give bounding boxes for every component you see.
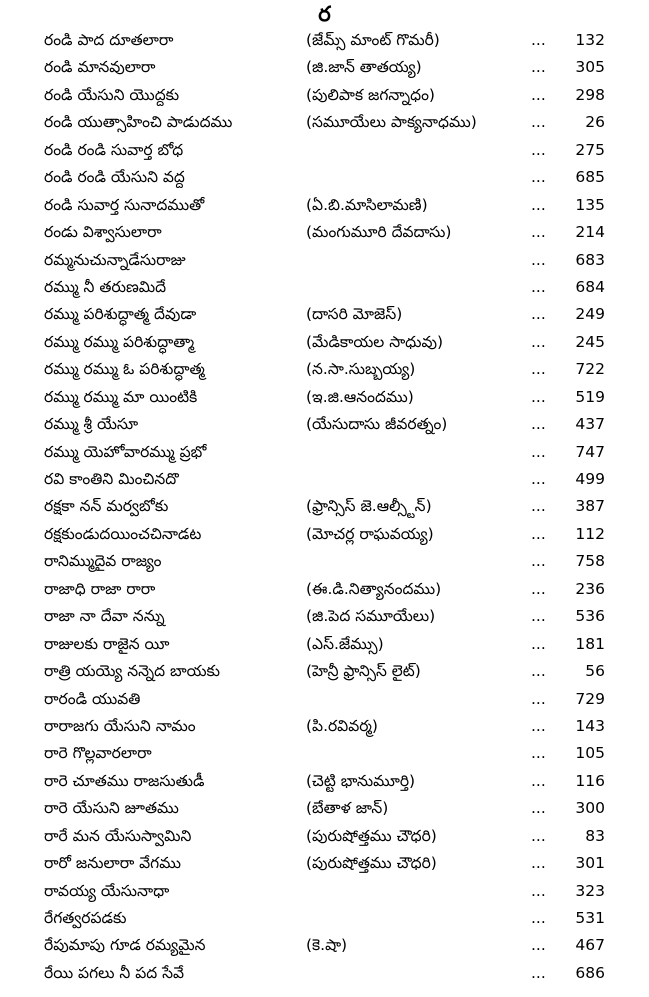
song-index-list xyxy=(0,27,649,987)
song-author: (మోచర్ల రాఘవయ్య) xyxy=(306,524,434,543)
page-number: 181 xyxy=(575,634,605,653)
leader-dots: ... xyxy=(531,854,546,873)
song-title: రండి రండి యేసుని వద్ద xyxy=(44,168,185,187)
song-title: రానిమ్ముదైవ రాజ్యం xyxy=(44,552,162,571)
leader-dots: ... xyxy=(531,689,546,708)
song-author: (పి.రవివర్మ) xyxy=(306,716,378,735)
leader-dots: ... xyxy=(531,168,546,187)
song-title: రండి సువార్త సునాదముతో xyxy=(44,195,205,214)
song-title: రండి పాద దూతలారా xyxy=(44,31,174,49)
song-author: (ఫ్రాన్సిస్ జె.ఆల్స్టీన్) xyxy=(306,497,432,516)
song-title: రమ్ము రమ్ము పరిశుద్ధాత్మా xyxy=(44,332,195,351)
page-number: 683 xyxy=(575,250,605,269)
song-title: రమ్ము రమ్ము ఓ పరిశుద్ధాత్మ xyxy=(44,360,205,379)
page-number: 722 xyxy=(575,360,605,379)
leader-dots: ... xyxy=(531,58,546,77)
page-number: 112 xyxy=(575,524,605,543)
page-number: 245 xyxy=(575,332,605,351)
index-row xyxy=(0,356,649,383)
song-author: (మంగుమూరి దేవదాసు) xyxy=(306,223,452,242)
index-row xyxy=(0,439,649,466)
index-row xyxy=(0,493,649,520)
song-author: (పులిపాక జగన్నాధం) xyxy=(306,85,435,104)
page-number: 83 xyxy=(585,826,605,845)
song-author: (హెన్రీ ఫ్రాన్సిస్ లైట్) xyxy=(306,662,421,681)
index-row xyxy=(0,631,649,658)
page-number: 729 xyxy=(575,689,605,708)
page-number: 536 xyxy=(575,607,605,626)
page-number: 236 xyxy=(575,579,605,598)
song-title: రమ్ము శ్రీ యేసూ xyxy=(44,415,139,434)
index-row xyxy=(0,329,649,356)
page-number: 437 xyxy=(575,415,605,434)
song-author: (యేసుదాసు జీవరత్నం) xyxy=(306,415,448,434)
leader-dots: ... xyxy=(531,552,546,571)
page-number: 300 xyxy=(575,799,605,818)
index-row xyxy=(0,109,649,136)
song-title: రాజాధి రాజా రారా xyxy=(44,579,156,598)
leader-dots: ... xyxy=(531,223,546,242)
index-row xyxy=(0,548,649,575)
leader-dots: ... xyxy=(531,909,546,927)
page-number: 132 xyxy=(575,31,605,49)
leader-dots: ... xyxy=(531,881,546,900)
song-title: రమ్మనుచున్నాడేసురాజు xyxy=(44,250,186,269)
page-number: 143 xyxy=(575,716,605,735)
leader-dots: ... xyxy=(531,963,546,982)
song-title: రండు విశ్వాసులారా xyxy=(44,223,162,242)
index-row xyxy=(0,850,649,877)
song-title: రేయి పగలు నీ పద సేవే xyxy=(44,963,184,982)
index-row xyxy=(0,960,649,987)
leader-dots: ... xyxy=(531,442,546,461)
song-title: రావయ్య యేసునాధా xyxy=(44,881,170,900)
index-row xyxy=(0,686,649,713)
leader-dots: ... xyxy=(531,31,546,49)
index-row xyxy=(0,576,649,603)
page-number: 747 xyxy=(575,442,605,461)
song-author: (ఏ.బి.మాసిలామణి) xyxy=(306,195,428,214)
leader-dots: ... xyxy=(531,662,546,681)
section-heading: ర xyxy=(318,2,331,26)
page-number: 214 xyxy=(575,223,605,242)
leader-dots: ... xyxy=(531,744,546,763)
index-row xyxy=(0,466,649,493)
index-row xyxy=(0,301,649,328)
index-row xyxy=(0,137,649,164)
song-title: రమ్ము యెహోవారమ్ము ప్రభో xyxy=(44,442,207,461)
song-author: (దాసరి మోజెస్) xyxy=(306,305,403,324)
page-number: 758 xyxy=(575,552,605,571)
leader-dots: ... xyxy=(531,524,546,543)
leader-dots: ... xyxy=(531,140,546,159)
song-author: (న.సా.సుబ్బయ్య) xyxy=(306,360,416,379)
leader-dots: ... xyxy=(531,716,546,735)
index-row xyxy=(0,384,649,411)
index-row xyxy=(0,795,649,822)
song-title: రండి యుత్సాహించి పాడుదము xyxy=(44,113,233,132)
song-author: (పురుషోత్తము చౌధరి) xyxy=(306,854,437,873)
index-row xyxy=(0,192,649,219)
page-number: 323 xyxy=(575,881,605,900)
index-row xyxy=(0,603,649,630)
song-title: రారాజగు యేసుని నామం xyxy=(44,716,196,735)
song-author: (బేతాళ జాన్) xyxy=(306,799,389,818)
page-number: 684 xyxy=(575,277,605,296)
leader-dots: ... xyxy=(531,497,546,516)
page-number: 305 xyxy=(575,58,605,77)
index-row xyxy=(0,823,649,850)
song-title: రమ్ము నీ తరుణమిదే xyxy=(44,277,167,296)
index-row xyxy=(0,768,649,795)
song-title: రండి రండి సువార్త బోధ xyxy=(44,140,184,159)
song-title: రారే మన యేసుస్వామిని xyxy=(44,826,192,845)
page-number: 519 xyxy=(575,387,605,406)
page-number: 467 xyxy=(575,936,605,955)
leader-dots: ... xyxy=(531,607,546,626)
index-row xyxy=(0,932,649,959)
song-author: (ఈ.డి.నిత్యానందము) xyxy=(306,579,442,598)
leader-dots: ... xyxy=(531,634,546,653)
page-number: 686 xyxy=(575,963,605,982)
leader-dots: ... xyxy=(531,936,546,955)
song-author: (జి.పెద సమూయేలు) xyxy=(306,607,436,626)
index-row xyxy=(0,521,649,548)
leader-dots: ... xyxy=(531,85,546,104)
leader-dots: ... xyxy=(531,579,546,598)
song-title: రారె గొల్లవారలారా xyxy=(44,744,152,763)
song-title: రేపుమాపు గూడ రమ్యమైన xyxy=(44,936,206,955)
page-number: 105 xyxy=(575,744,605,763)
index-row xyxy=(0,740,649,767)
leader-dots: ... xyxy=(531,470,546,488)
song-title: రారె యేసుని జూతము xyxy=(44,799,179,818)
index-row xyxy=(0,247,649,274)
song-author: (కె.షా) xyxy=(306,936,348,955)
index-row xyxy=(0,878,649,905)
page-number: 116 xyxy=(575,771,605,790)
index-row xyxy=(0,219,649,246)
leader-dots: ... xyxy=(531,826,546,845)
song-author: (మేడికాయల సాధువు) xyxy=(306,332,444,351)
song-title: రారో జనులారా వేగము xyxy=(44,854,181,873)
page-number: 275 xyxy=(575,140,605,159)
leader-dots: ... xyxy=(531,195,546,214)
song-title: రండి యేసుని యొద్దకు xyxy=(44,85,180,104)
leader-dots: ... xyxy=(531,250,546,269)
index-row xyxy=(0,274,649,301)
song-author: (చెట్టి భానుమూర్తి) xyxy=(306,771,416,790)
index-row xyxy=(0,164,649,191)
song-author: (సమూయేలు పాక్యనాధము) xyxy=(306,113,477,132)
index-row xyxy=(0,411,649,438)
index-row xyxy=(0,658,649,685)
page-number: 531 xyxy=(575,909,605,927)
leader-dots: ... xyxy=(531,771,546,790)
page-number: 56 xyxy=(585,662,605,681)
song-title: రాజా నా దేవా నన్ను xyxy=(44,607,165,626)
page-number: 26 xyxy=(585,113,605,132)
leader-dots: ... xyxy=(531,332,546,351)
leader-dots: ... xyxy=(531,387,546,406)
page-number: 249 xyxy=(575,305,605,324)
song-title: రమ్ము పరిశుద్ధాత్మ దేవుడా xyxy=(44,305,197,324)
song-title: రేగత్వరపడకు xyxy=(44,909,127,927)
index-row xyxy=(0,713,649,740)
page-number: 298 xyxy=(575,85,605,104)
song-title: రక్షకుండుదయించచినాడట xyxy=(44,524,202,543)
song-title: రారండి యువతి xyxy=(44,689,141,708)
song-title: రాజులకు రాజైన యీ xyxy=(44,634,170,653)
index-row xyxy=(0,82,649,109)
page-number: 499 xyxy=(575,470,605,488)
leader-dots: ... xyxy=(531,360,546,379)
page-number: 135 xyxy=(575,195,605,214)
index-row xyxy=(0,27,649,54)
leader-dots: ... xyxy=(531,799,546,818)
song-author: (ఇ.జి.ఆనందము) xyxy=(306,387,414,406)
song-author: (జి.జాన్ తాతయ్య) xyxy=(306,58,422,77)
song-author: (పురుషోత్తము చౌధరి) xyxy=(306,826,437,845)
leader-dots: ... xyxy=(531,305,546,324)
song-title: రమ్ము రమ్ము మా యింటికి xyxy=(44,387,198,406)
leader-dots: ... xyxy=(531,277,546,296)
song-title: రారె చూతము రాజసుతుడీ xyxy=(44,771,205,790)
page-number: 387 xyxy=(575,497,605,516)
song-title: రక్షకా నన్ మర్వబోకు xyxy=(44,497,169,516)
page-number: 301 xyxy=(575,854,605,873)
page-number: 685 xyxy=(575,168,605,187)
song-title: రవి కాంతిని మించినదొ xyxy=(44,470,179,488)
song-title: రాత్రి యయ్యె నన్నెద బాయకు xyxy=(44,662,221,681)
song-author: (జేమ్స్ మాంట్ గొమరీ) xyxy=(306,31,440,49)
leader-dots: ... xyxy=(531,113,546,132)
index-row xyxy=(0,54,649,81)
index-row xyxy=(0,905,649,932)
leader-dots: ... xyxy=(531,415,546,434)
song-author: (ఎస్.జేమ్సు) xyxy=(306,634,384,653)
song-title: రండి మానవులారా xyxy=(44,58,156,77)
